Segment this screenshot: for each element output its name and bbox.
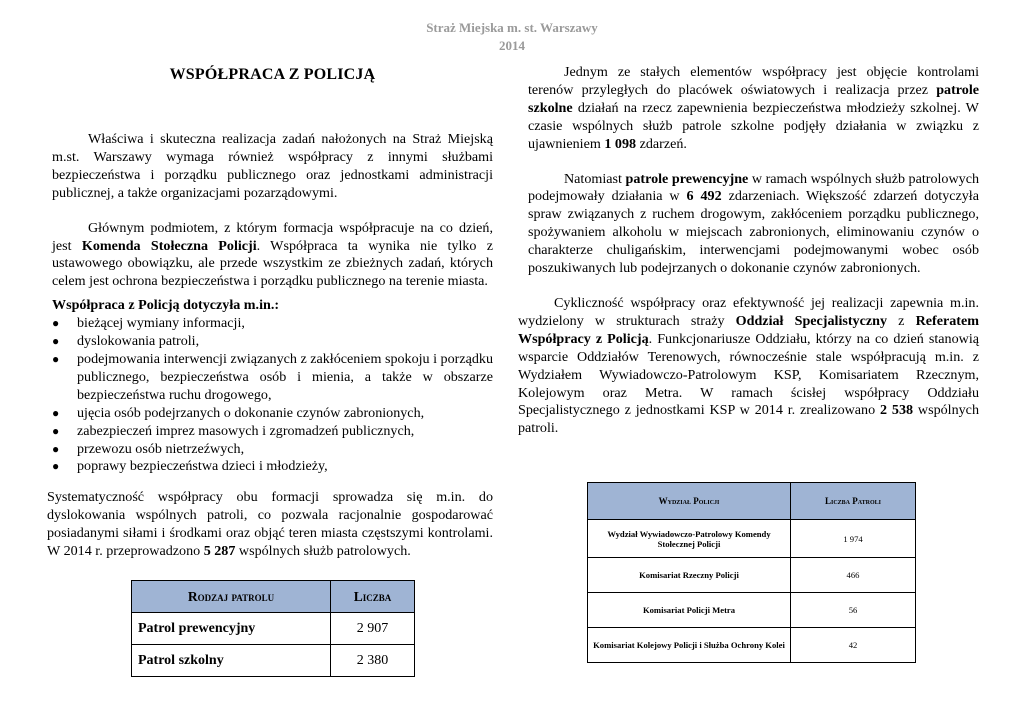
paragraph-prevention-patrols: Natomiast patrole prewencyjne w ramach wspólnych służb patrolowych podejmowały działania w 6 492 zdarzeniach. Większość zdarzeń dotyczyła spraw związanych z ruchem drogowym, zakłóceniem porządku publicznego, spożywaniem alkoholu w miejscach zabronionych, eliminowaniu czynów o charakterze chuligańskim, interwencjami podejmowanymi wobec osób poszukiwanych lub podejrzanych o dokonanie czynów zabronionych.	[528, 170, 979, 277]
list-item: ● dyslokowania patroli,	[52, 333, 200, 350]
list-item: ● ujęcia osób podejrzanych o dokonanie czynów zabronionych,	[52, 404, 425, 421]
list-item: ● bieżącej wymiany informacji,	[52, 315, 245, 332]
unit-name-cell: Komisariat Policji Metra	[588, 593, 791, 628]
unit-name-cell: Komisariat Rzeczny Policji	[588, 558, 791, 593]
bullet-icon: ●	[52, 334, 60, 349]
right-column	[518, 64, 979, 438]
header-year: 2014	[499, 38, 525, 53]
table-row	[588, 593, 916, 628]
paragraph-school-patrols: Jednym ze stałych elementów współpracy jest objęcie kontrolami terenów przyległych do placówek oświatowych i realizacja przez patrole szkolne działań na rzecz zapewnienia bezpieczeństwa młodzieży szkolnej. W czasie wspólnych służb patrole szkolne podjęły działania w związku z ujawnieniem 1 098 zdarzeń.	[528, 64, 979, 152]
column-header-type: Rodzaj patrolu	[132, 581, 331, 613]
unit-count-cell: 56	[791, 593, 916, 628]
patrol-type-cell: Patrol prewencyjny	[132, 613, 331, 645]
list-item: ● poprawy bezpieczeństwa dzieci i młodzieży,	[52, 458, 328, 475]
unit-name-cell: Komisariat Kolejowy Policji i Służba Ochrony Kolei	[588, 628, 791, 663]
paragraph-main-partner: Głównym podmiotem, z którym formacja współpracuje na co dzień, jest Komenda Stołeczna Policji. Współpraca ta wynika nie tylko z ustawowego obowiązku, ale przede wszystkim ze zbieżnych zadań, których celem jest ochrona bezpieczeństwa i porządku publicznego na terenie miasta.	[52, 219, 493, 290]
patrol-type-cell: Patrol szkolny	[132, 645, 331, 677]
police-unit-table	[587, 482, 916, 663]
paragraph-special-unit: Cykliczność współpracy oraz efektywność jej realizacji zapewnia m.in. wydzielony w strukturach straży Oddział Specjalistyczny z Referatem Współpracy z Policją. Funkcjonariusze Oddziału, którzy na co dzień stanowią wsparcie Oddziałów Terenowych, równocześnie stale współpracują m.in. z Wydziałem Wywiadowczo-Patrolowym KSP, Komisariatem Rzecznym, Kolejowym oraz Metra. W ramach ścisłej współpracy Oddziału Specjalistycznego z jednostkami KSP w 2014 r. zrealizowano 2 538 wspólnych patroli.	[518, 294, 979, 437]
unit-count-cell: 1 974	[791, 520, 916, 558]
bullet-icon: ●	[52, 316, 60, 331]
patrol-count-cell: 2 380	[331, 645, 415, 677]
bullet-icon: ●	[52, 459, 60, 474]
paragraph-intro: Właściwa i skuteczna realizacja zadań nałożonych na Straż Miejską m.st. Warszawy wymaga również współpracy z innymi służbami bezpieczeństwa i porządku publicznego oraz jednostkami administracji publicznej, a także organizacjami pozarządowymi.	[52, 131, 493, 201]
list-title: Współpraca z Policją dotyczyła m.in.:	[52, 297, 280, 314]
bullet-icon: ●	[52, 423, 60, 438]
column-header-unit: Wydział Policji	[588, 483, 791, 520]
ksp-name: Komenda Stołeczna Policji	[81, 237, 257, 254]
table-row	[132, 613, 415, 645]
unit-name-cell: Wydział Wywiadowczo-Patrolowy Komendy Stołecznej Policji	[588, 520, 791, 558]
list-item: ● przewozu osób nietrzeźwych,	[52, 440, 245, 457]
unit-count-cell: 42	[791, 628, 916, 663]
table-row	[132, 645, 415, 677]
list-item: ● podejmowania interwencji związanych z zakłóceniem spokoju i porządku publicznego, bezpieczeństwa osób i mienia, a także w obszarze bezpieczeństwa ruchu drogowego,	[52, 350, 493, 403]
left-column	[47, 64, 493, 561]
list-item: ● zabezpieczeń imprez masowych i zgromadzeń publicznych,	[52, 422, 415, 439]
prevention-incidents-count: 6 492	[686, 188, 722, 205]
table-header-row	[588, 483, 916, 520]
bullet-icon: ●	[52, 351, 60, 366]
table-row	[588, 520, 916, 558]
unit-count-cell: 466	[791, 558, 916, 593]
table-row	[588, 558, 916, 593]
paragraph-joint-patrols: Systematyczność współpracy obu formacji sprowadza się m.in. do dyslokowania wspólnych patroli, co pozwala racjonalnie gospodarować posiadanymi siłami i środkami oraz objąć teren miasta częstszymi kontrolami. W 2014 r. przeprowadzono 5 287 wspólnych służb patrolowych.	[47, 489, 493, 560]
bullet-icon: ●	[52, 405, 60, 420]
joint-patrols-count: 5 287	[203, 543, 236, 560]
column-header-patrols: Liczba Patroli	[791, 483, 916, 520]
patrol-type-table	[131, 580, 415, 677]
patrol-count-cell: 2 907	[331, 613, 415, 645]
table-row	[588, 628, 916, 663]
column-header-count: Liczba	[331, 581, 415, 613]
school-incidents-count: 1 098	[604, 135, 637, 152]
header-title: Straż Miejska m. st. Warszawy	[426, 20, 598, 35]
bullet-icon: ●	[52, 441, 60, 456]
section-title: WSPÓŁPRACA Z POLICJĄ	[169, 66, 376, 83]
table-header-row	[132, 581, 415, 613]
cooperation-list	[52, 315, 493, 476]
special-unit-patrols-count: 2 538	[880, 402, 914, 419]
